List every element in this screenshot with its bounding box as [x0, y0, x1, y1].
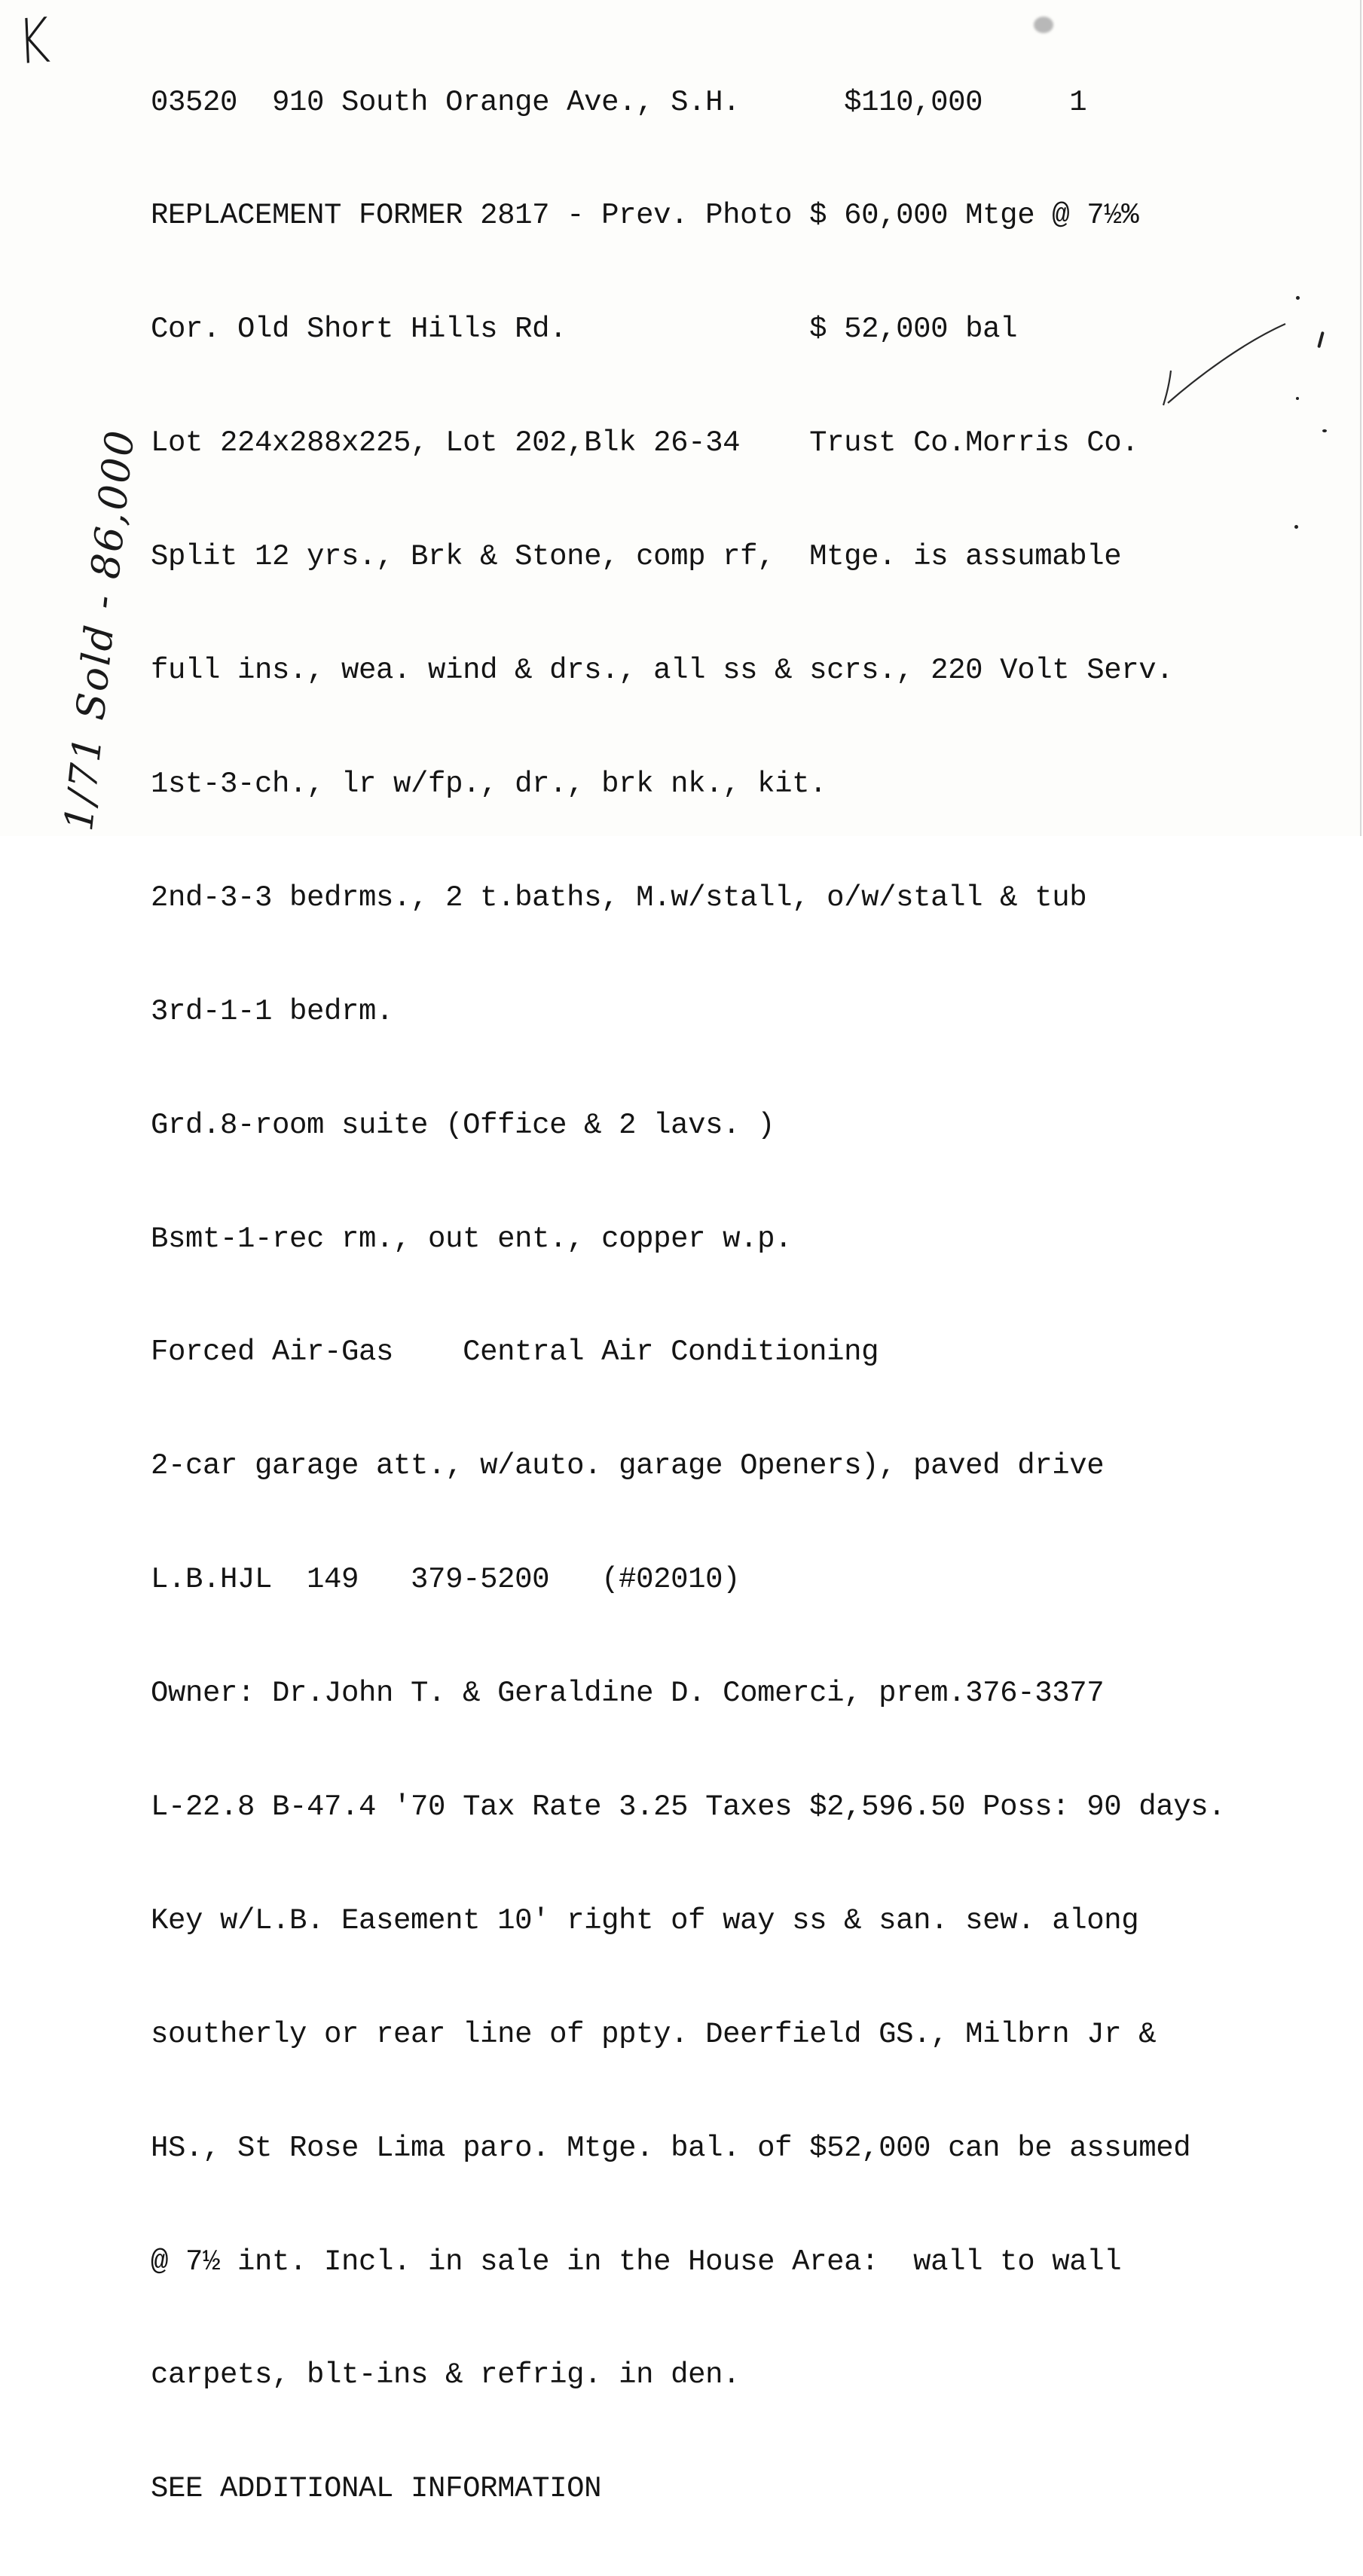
listing-line: carpets, blt-ins & refrig. in den. — [151, 2358, 741, 2392]
listing-line: southerly or rear line of ppty. Deerfield GS., Milbrn Jr & — [151, 2017, 1157, 2051]
ink-speck — [1294, 525, 1298, 529]
listing-line: Owner: Dr.John T. & Geraldine D. Comerci, prem.376-3377 — [151, 1677, 1105, 1711]
listing-line: full ins., wea. wind & drs., all ss & scrs., 220 Volt Serv. — [151, 654, 1174, 688]
listing-line: 2nd-3-3 bedrms., 2 t.baths, M.w/stall, o/w/stall & tub — [151, 881, 1087, 914]
listing-line: 03520 910 South Orange Ave., S.H. $110,000 1 — [151, 85, 1087, 119]
listing-line: 1st-3-ch., lr w/fp., dr., brk nk., kit. — [151, 767, 827, 801]
checkmark-icon — [1153, 301, 1288, 429]
card-edge — [1360, 0, 1361, 836]
listing-line: Bsmt-1-rec rm., out ent., copper w.p. — [151, 1222, 793, 1256]
listing-line: Split 12 yrs., Brk & Stone, comp rf, Mtge. is assumable — [151, 540, 1122, 574]
listing-line: 2-car garage att., w/auto. garage Openers), paved drive — [151, 1449, 1105, 1483]
listing-line: REPLACEMENT FORMER 2817 - Prev. Photo $ 60,000 Mtge @ 7½% — [151, 199, 1139, 233]
ink-speck — [1317, 331, 1325, 348]
listing-line: Key w/L.B. Easement 10' right of way ss & san. sew. along — [151, 1903, 1139, 1937]
listing-line: L.B.HJL 149 379-5200 (#02010) — [151, 1563, 741, 1597]
ink-speck — [1296, 397, 1299, 400]
typed-listing-text — [151, 8, 1225, 2576]
listing-line: 3rd-1-1 bedrm. — [151, 994, 394, 1028]
listing-line-cut: SEE ADDITIONAL INFORMATION — [151, 2472, 602, 2506]
handwritten-side-note: 1/71 Sold - 86,000 — [57, 426, 144, 834]
ink-speck — [1296, 296, 1300, 300]
listing-line: Grd.8-room suite (Office & 2 lavs. ) — [151, 1108, 775, 1142]
handwritten-letter: K — [16, 5, 52, 79]
ink-speck — [1322, 429, 1327, 432]
listing-line: Forced Air-Gas Central Air Conditioning — [151, 1335, 879, 1369]
listing-line: Cor. Old Short Hills Rd. $ 52,000 bal — [151, 313, 1018, 346]
listing-line: L-22.8 B-47.4 '70 Tax Rate 3.25 Taxes $2,596.50 Poss: 90 days. — [151, 1790, 1226, 1824]
listing-line: Lot 224x288x225, Lot 202,Blk 26-34 Trust Co.Morris Co. — [151, 426, 1139, 460]
listing-line: HS., St Rose Lima paro. Mtge. bal. of $52,000 can be assumed — [151, 2131, 1191, 2165]
listing-line: @ 7½ int. Incl. in sale in the House Area: wall to wall — [151, 2245, 1122, 2278]
